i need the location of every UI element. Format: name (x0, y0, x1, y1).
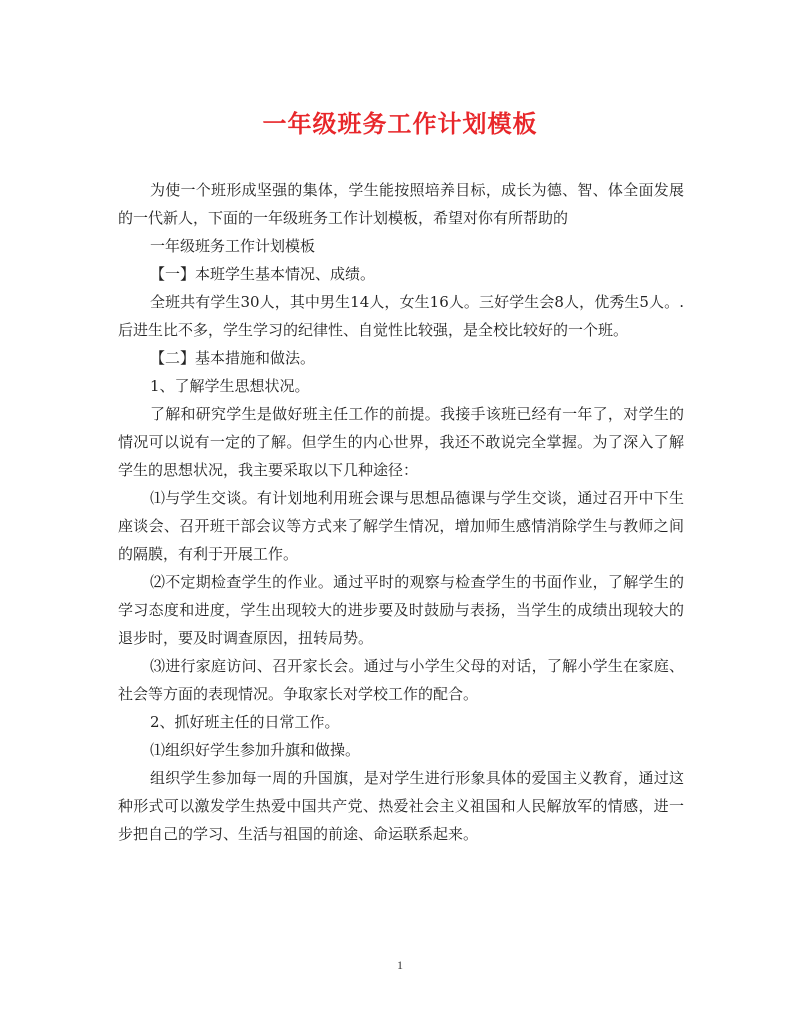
document-title: 一年级班务工作计划模板 (262, 109, 538, 138)
list-item-1: ⑴与学生交谈。有计划地利用班会课与思想品德课与学生交谈，通过召开中下生座谈会、召开班干部会议等方式来了解学生情况，增加师生感情消除学生与教师之间的隔膜，有利于开展工作。 (118, 489, 684, 563)
paragraph-intro: 为使一个班形成坚强的集体，学生能按照培养目标，成长为德、智、体全面发展的一代新人，下面的一年级班务工作计划模板，希望对你有所帮助的 (118, 181, 684, 227)
list-item-flag: ⑴组织好学生参加升旗和做操。 (150, 741, 361, 759)
paragraph-flag-raising: 组织学生参加每一周的升国旗，是对学生进行形象具体的爱国主义教育，通过这种形式可以激发学生热爱中国共产党、热爱社会主义祖国和人民解放军的情感，进一步把自己的学习、生活与祖国的前途、命运联系起来。 (118, 769, 684, 843)
page-number: 1 (397, 958, 403, 972)
section-heading-1: 【一】本班学生基本情况、成绩。 (150, 265, 376, 283)
section-heading-2: 【二】基本措施和做法。 (150, 349, 316, 367)
subheading-2: 2、抓好班主任的日常工作。 (150, 713, 340, 731)
paragraph-understand-students: 了解和研究学生是做好班主任工作的前提。我接手该班已经有一年了，对学生的情况可以说有一定的了解。但学生的内心世界，我还不敢说完全掌握。为了深入了解学生的思想状况，我主要采取以下几种途径： (118, 405, 684, 479)
paragraph-subtitle: 一年级班务工作计划模板 (150, 237, 316, 255)
paragraph-class-info: 全班共有学生30人，其中男生14人，女生16人。三好学生会8人，优秀生5人。.后进生比不多，学生学习的纪律性、自觉性比较强，是全校比较好的一个班。 (118, 293, 684, 339)
list-item-2: ⑵不定期检查学生的作业。通过平时的观察与检查学生的书面作业，了解学生的学习态度和进度，学生出现较大的进步要及时鼓励与表扬，当学生的成绩出现较大的退步时，要及时调查原因，扭转局势。 (118, 573, 684, 647)
document-body (118, 176, 684, 848)
subheading-1: 1、了解学生思想状况。 (150, 377, 310, 395)
list-item-3: ⑶进行家庭访问、召开家长会。通过与小学生父母的对话，了解小学生在家庭、社会等方面的表现情况。争取家长对学校工作的配合。 (118, 657, 684, 703)
